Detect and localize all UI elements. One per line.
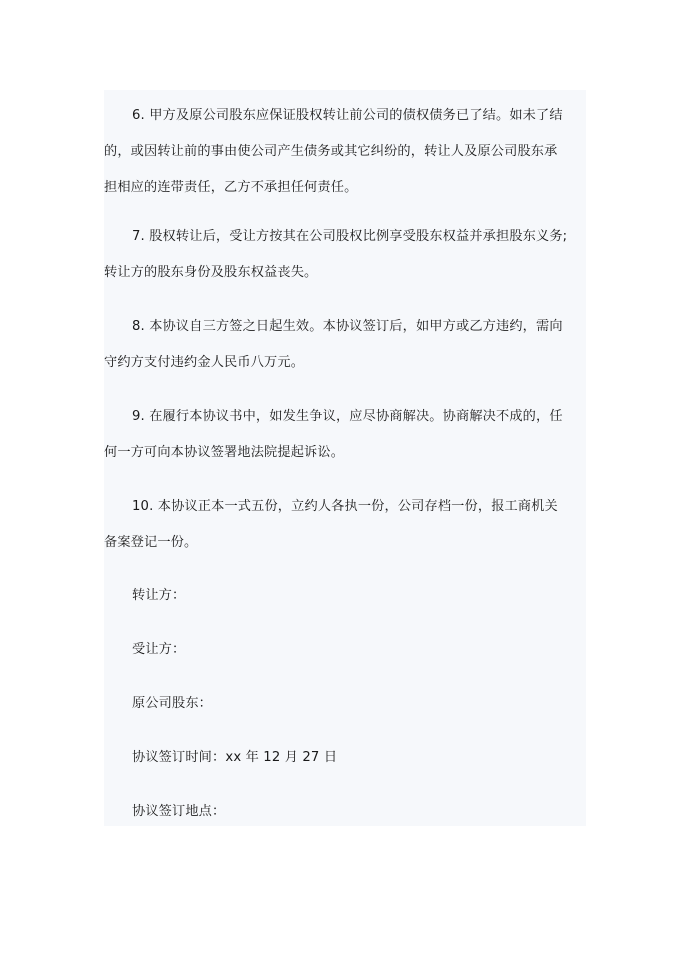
clause-8-line-1: 8. 本协议自三方签之日起生效。本协议签订后，如甲方或乙方违约，需向 bbox=[132, 319, 563, 334]
clause-6 bbox=[104, 98, 586, 206]
transferor-label: 转让方： bbox=[132, 588, 186, 603]
clause-6-line-3: 担相应的连带责任，乙方不承担任何责任。 bbox=[104, 180, 358, 195]
clause-10 bbox=[104, 489, 586, 561]
signature-transferee bbox=[104, 632, 586, 668]
clause-9-line-2: 何一方可向本协议签署地法院提起诉讼。 bbox=[104, 445, 345, 460]
clause-10-line-2: 备案登记一份。 bbox=[104, 535, 198, 550]
clause-9-line-1: 9. 在履行本协议书中，如发生争议，应尽协商解决。协商解决不成的，任 bbox=[132, 409, 563, 424]
signing-place-label: 协议签订地点： bbox=[132, 804, 226, 819]
agreement-text-block bbox=[104, 90, 586, 826]
transferee-label: 受让方： bbox=[132, 642, 186, 657]
clause-6-line-2: 的，或因转让前的事由使公司产生债务或其它纠纷的，转让人及原公司股东承 bbox=[104, 144, 558, 159]
clause-9 bbox=[104, 399, 586, 471]
clause-7 bbox=[104, 219, 586, 291]
original-shareholders-label: 原公司股东： bbox=[132, 696, 213, 711]
clause-6-line-1: 6. 甲方及原公司股东应保证股权转让前公司的债权债务已了结。如未了结 bbox=[132, 108, 563, 123]
signature-place bbox=[104, 794, 586, 830]
clause-8 bbox=[104, 309, 586, 381]
clause-7-line-1: 7. 股权转让后，受让方按其在公司股权比例享受股东权益并承担股东义务; bbox=[132, 229, 568, 244]
signature-original-shareholders bbox=[104, 686, 586, 722]
signature-time bbox=[104, 740, 586, 776]
clause-10-line-1: 10. 本协议正本一式五份，立约人各执一份，公司存档一份，报工商机关 bbox=[132, 499, 558, 514]
clause-8-line-2: 守约方支付违约金人民币八万元。 bbox=[104, 355, 305, 370]
signing-time-label: 协议签订时间：xx 年 12 月 27 日 bbox=[132, 750, 338, 765]
signature-transferor bbox=[104, 578, 586, 614]
clause-7-line-2: 转让方的股东身份及股东权益丧失。 bbox=[104, 265, 318, 280]
